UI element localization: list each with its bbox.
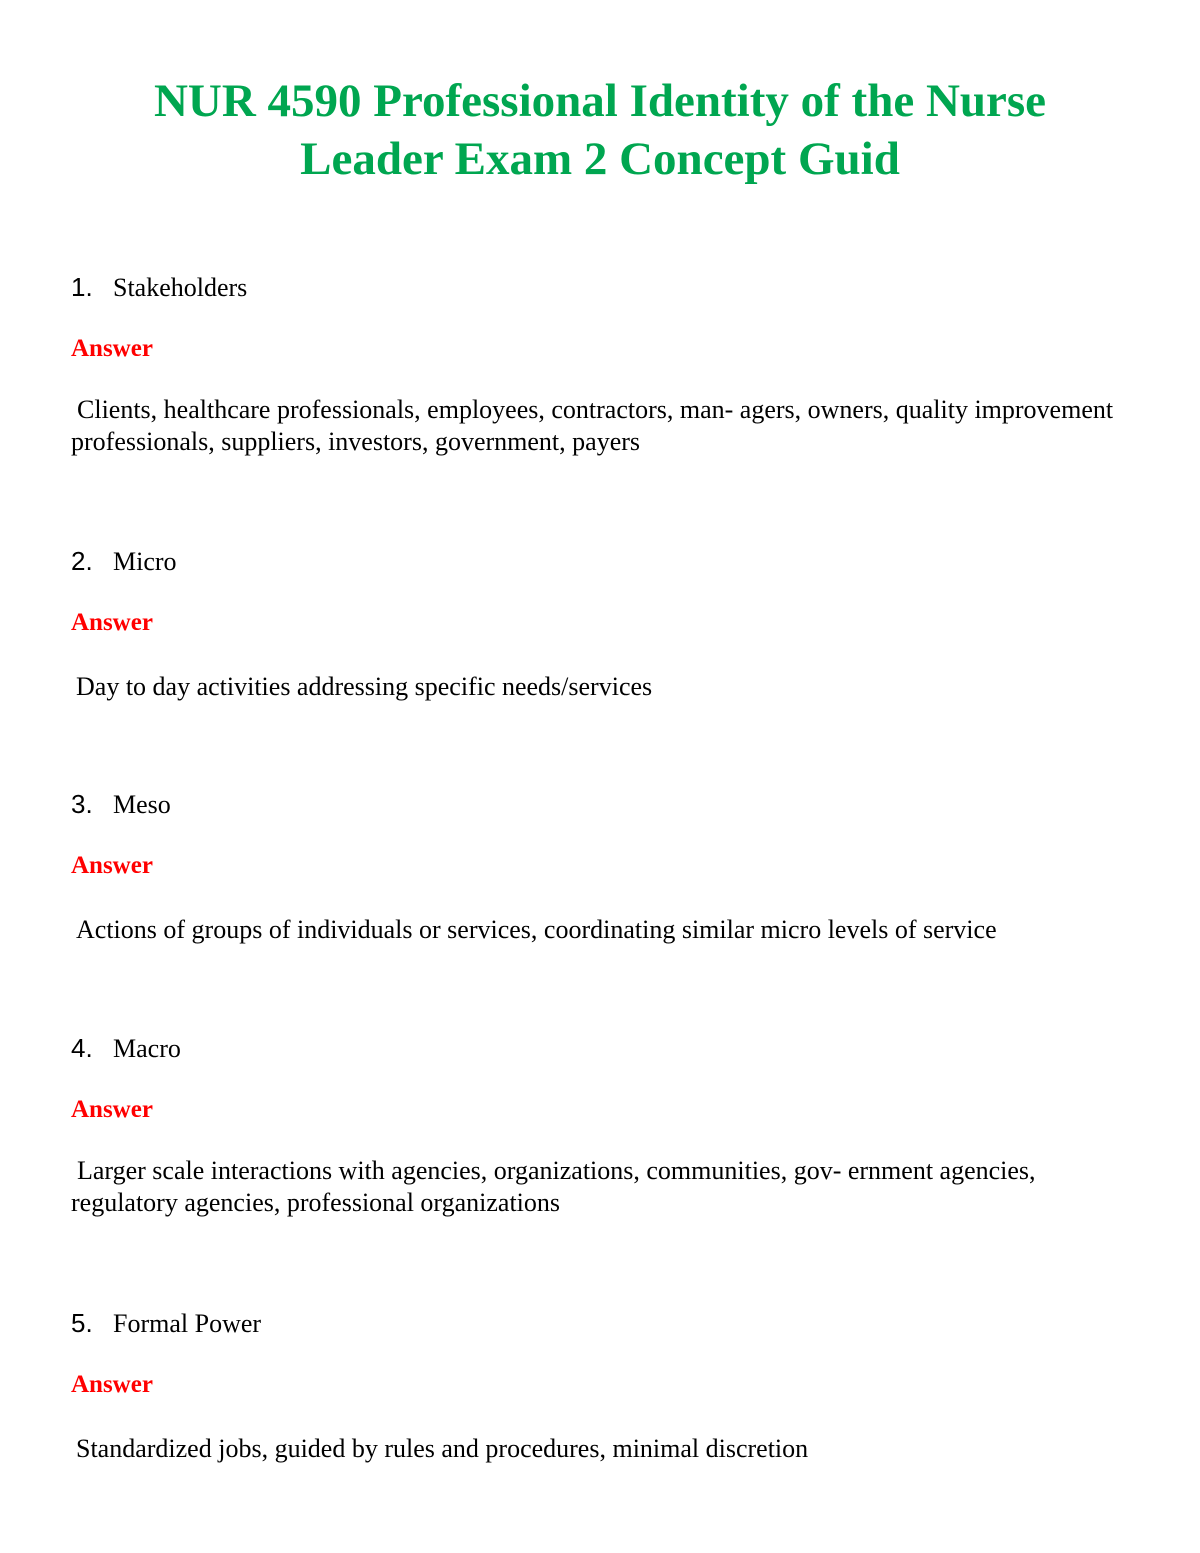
question-line (71, 1308, 1131, 1348)
question-line (71, 546, 1131, 586)
question-line (71, 789, 1131, 829)
qa-item-1 (71, 272, 1131, 458)
question-term: Formal Power (113, 1309, 262, 1338)
answer-label: Answer (71, 852, 153, 879)
answer-text: Day to day activities addressing specific needs/services (76, 672, 653, 701)
question-term: Macro (113, 1034, 181, 1063)
question-line (71, 1033, 1131, 1073)
answer-label: Answer (71, 1096, 153, 1123)
answer-label: Answer (71, 335, 153, 362)
question-term: Meso (113, 790, 171, 819)
question-number: 3. (71, 789, 93, 819)
answer-text: Larger scale interactions with agencies, organizations, communities, gov- ernment agencies, regulatory agencies, professional organizations (71, 1156, 1036, 1217)
question-number: 4. (71, 1033, 93, 1063)
qa-item-3 (71, 789, 1131, 946)
qa-item-2 (71, 546, 1131, 703)
title-line-1: NUR 4590 Professional Identity of the Nurse (153, 75, 1047, 127)
question-term: Micro (113, 547, 177, 576)
answer-label: Answer (71, 609, 153, 636)
page-title (60, 72, 1140, 188)
question-line (71, 272, 1131, 312)
answer-label: Answer (71, 1371, 153, 1398)
question-number: 2. (71, 546, 93, 576)
answer-text: Standardized jobs, guided by rules and procedures, minimal discretion (76, 1434, 809, 1463)
qa-item-5 (71, 1308, 1131, 1465)
question-number: 1. (71, 272, 93, 302)
answer-text: Actions of groups of individuals or services, coordinating similar micro levels of service (76, 915, 997, 944)
question-number: 5. (71, 1308, 93, 1338)
qa-item-4 (71, 1033, 1131, 1219)
title-line-2: Leader Exam 2 Concept Guid (300, 133, 900, 185)
answer-text: Clients, healthcare professionals, employees, contractors, man- agers, owners, quality improvement professionals, suppliers, investors, government, payers (71, 395, 1114, 456)
question-term: Stakeholders (113, 273, 248, 302)
